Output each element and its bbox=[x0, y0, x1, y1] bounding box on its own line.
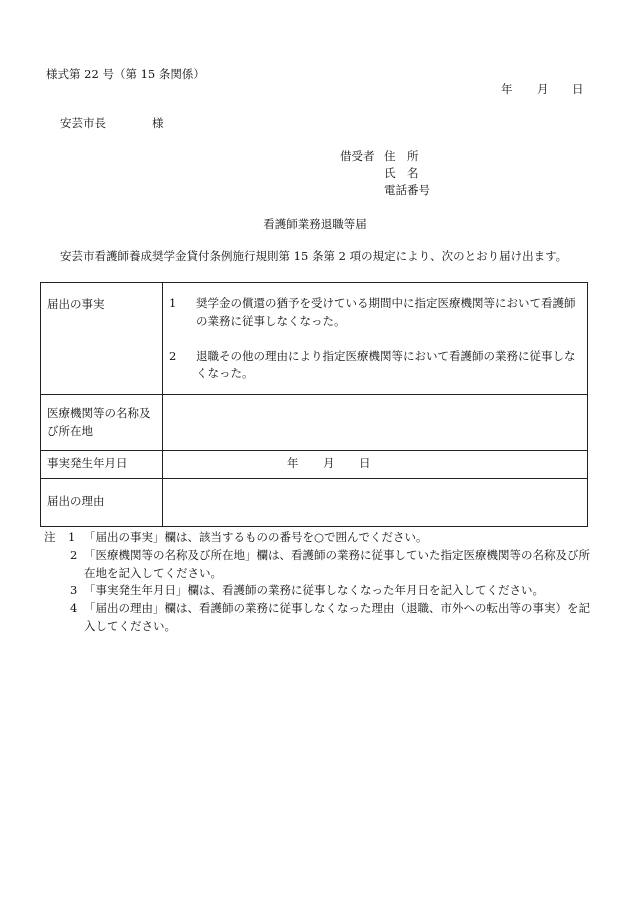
note-text: 「事実発生年月日」欄は、看護師の業務に従事しなくなった年月日を記入してください。 bbox=[84, 583, 544, 598]
occurrence-label: 事実発生年月日 bbox=[47, 456, 128, 470]
fact-option-number: 2 bbox=[169, 348, 177, 363]
fact-option-text: 退職その他の理由により指定医療機関等において看護師の業務に従事しなくなった。 bbox=[196, 348, 576, 381]
note-text: 「医療機関等の名称及び所在地」欄は、看護師の業務に従事していた指定医療機関等の名称及び所在地を記入してください。 bbox=[84, 547, 590, 580]
note-number: 2 bbox=[70, 547, 78, 562]
note-item bbox=[46, 600, 591, 636]
fact-option-text: 奨学金の償還の猶予を受けている期間中に指定医療機関等において看護師の業務に従事しなくなった。 bbox=[196, 296, 576, 328]
address-label: 住 所 bbox=[384, 149, 419, 163]
form-number: 様式第 22 号（第 15 条関係） bbox=[46, 67, 205, 81]
institution-row bbox=[41, 395, 588, 451]
institution-input-cell[interactable] bbox=[163, 395, 588, 451]
occurrence-month-label: 月 bbox=[323, 456, 335, 470]
note-number: 3 bbox=[70, 583, 78, 598]
reason-label-cell bbox=[41, 479, 163, 527]
date-day-label: 日 bbox=[572, 82, 584, 96]
facts-options-cell[interactable] bbox=[163, 283, 588, 395]
note-text: 「届出の理由」欄は、看護師の業務に従事しなくなった理由（退職、市外への転出等の事実）を記入してください。 bbox=[84, 601, 590, 634]
notification-table bbox=[40, 282, 588, 527]
occurrence-day-label: 日 bbox=[359, 456, 371, 470]
fact-option-1[interactable] bbox=[163, 295, 587, 331]
fact-option-number: 1 bbox=[169, 296, 177, 310]
note-number: 1 bbox=[68, 530, 76, 544]
occurrence-label-cell bbox=[41, 451, 163, 479]
fact-option-2[interactable] bbox=[163, 348, 587, 384]
reason-label: 届出の理由 bbox=[47, 494, 105, 508]
facts-label: 届出の事実 bbox=[47, 297, 105, 311]
note-item bbox=[46, 547, 591, 583]
name-label: 氏 名 bbox=[384, 166, 419, 180]
intro-text: 安芸市看護師養成奨学金貸付条例施行規則第 15 条第 2 項の規定により、次のとおり届け出ます。 bbox=[60, 249, 568, 263]
occurrence-date-cell[interactable] bbox=[163, 451, 588, 479]
notes-section bbox=[46, 529, 591, 636]
facts-row bbox=[41, 283, 588, 395]
phone-label: 電話番号 bbox=[384, 183, 430, 197]
borrower-label: 借受者 bbox=[340, 149, 375, 163]
facts-label-cell bbox=[41, 283, 163, 395]
reason-input-cell[interactable] bbox=[163, 479, 588, 527]
date-month-label: 月 bbox=[537, 82, 549, 96]
note-item bbox=[46, 582, 591, 600]
note-item bbox=[46, 529, 591, 547]
note-number: 4 bbox=[70, 601, 78, 616]
addressee-honorific: 様 bbox=[152, 116, 164, 130]
reason-row bbox=[41, 479, 588, 527]
notes-prefix: 注 bbox=[44, 530, 56, 544]
document-title: 看護師業務退職等届 bbox=[263, 217, 367, 231]
occurrence-year-label: 年 bbox=[287, 456, 299, 470]
note-text: 「届出の事実」欄は、該当するものの番号を○で囲んでください。 bbox=[84, 530, 428, 544]
date-year-label: 年 bbox=[501, 82, 513, 96]
institution-label-cell bbox=[41, 395, 163, 451]
occurrence-row bbox=[41, 451, 588, 479]
addressee-name: 安芸市長 bbox=[60, 116, 106, 130]
institution-label: 医療機関等の名称及び所在地 bbox=[47, 406, 151, 438]
